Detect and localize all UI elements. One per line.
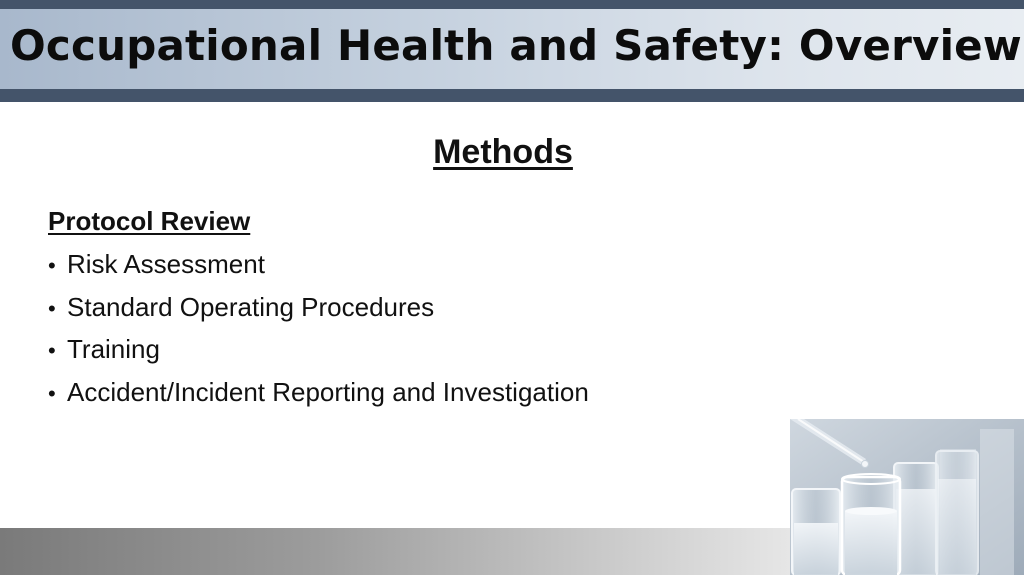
- section-heading: Methods: [433, 133, 573, 171]
- bullet-dot-icon: •: [48, 380, 56, 406]
- slide-title: Occupational Health and Safety: Overview: [10, 21, 1022, 70]
- bullet-item-training: [48, 332, 589, 375]
- bullet-dot-icon: •: [48, 295, 56, 321]
- bullet-item-sop: [48, 290, 589, 333]
- bullet-text: Standard Operating Procedures: [67, 291, 435, 322]
- bullet-dot-icon: •: [48, 253, 56, 278]
- footer-gradient-bar: [0, 528, 790, 575]
- bullet-text: Risk Assessment: [67, 249, 265, 279]
- bullet-text: Accident/Incident Reporting and Investigation: [67, 376, 589, 407]
- subheading-protocol-review: Protocol Review: [48, 206, 251, 236]
- bullet-text: Training: [67, 334, 160, 364]
- title-band: [0, 0, 1024, 102]
- test-tubes-pipette-photo-icon: [790, 419, 1024, 575]
- bullet-item-incident-reporting: [48, 375, 589, 418]
- bullet-item-risk-assessment: [48, 247, 589, 290]
- bullet-dot-icon: •: [48, 338, 56, 363]
- bullet-list: [48, 247, 589, 417]
